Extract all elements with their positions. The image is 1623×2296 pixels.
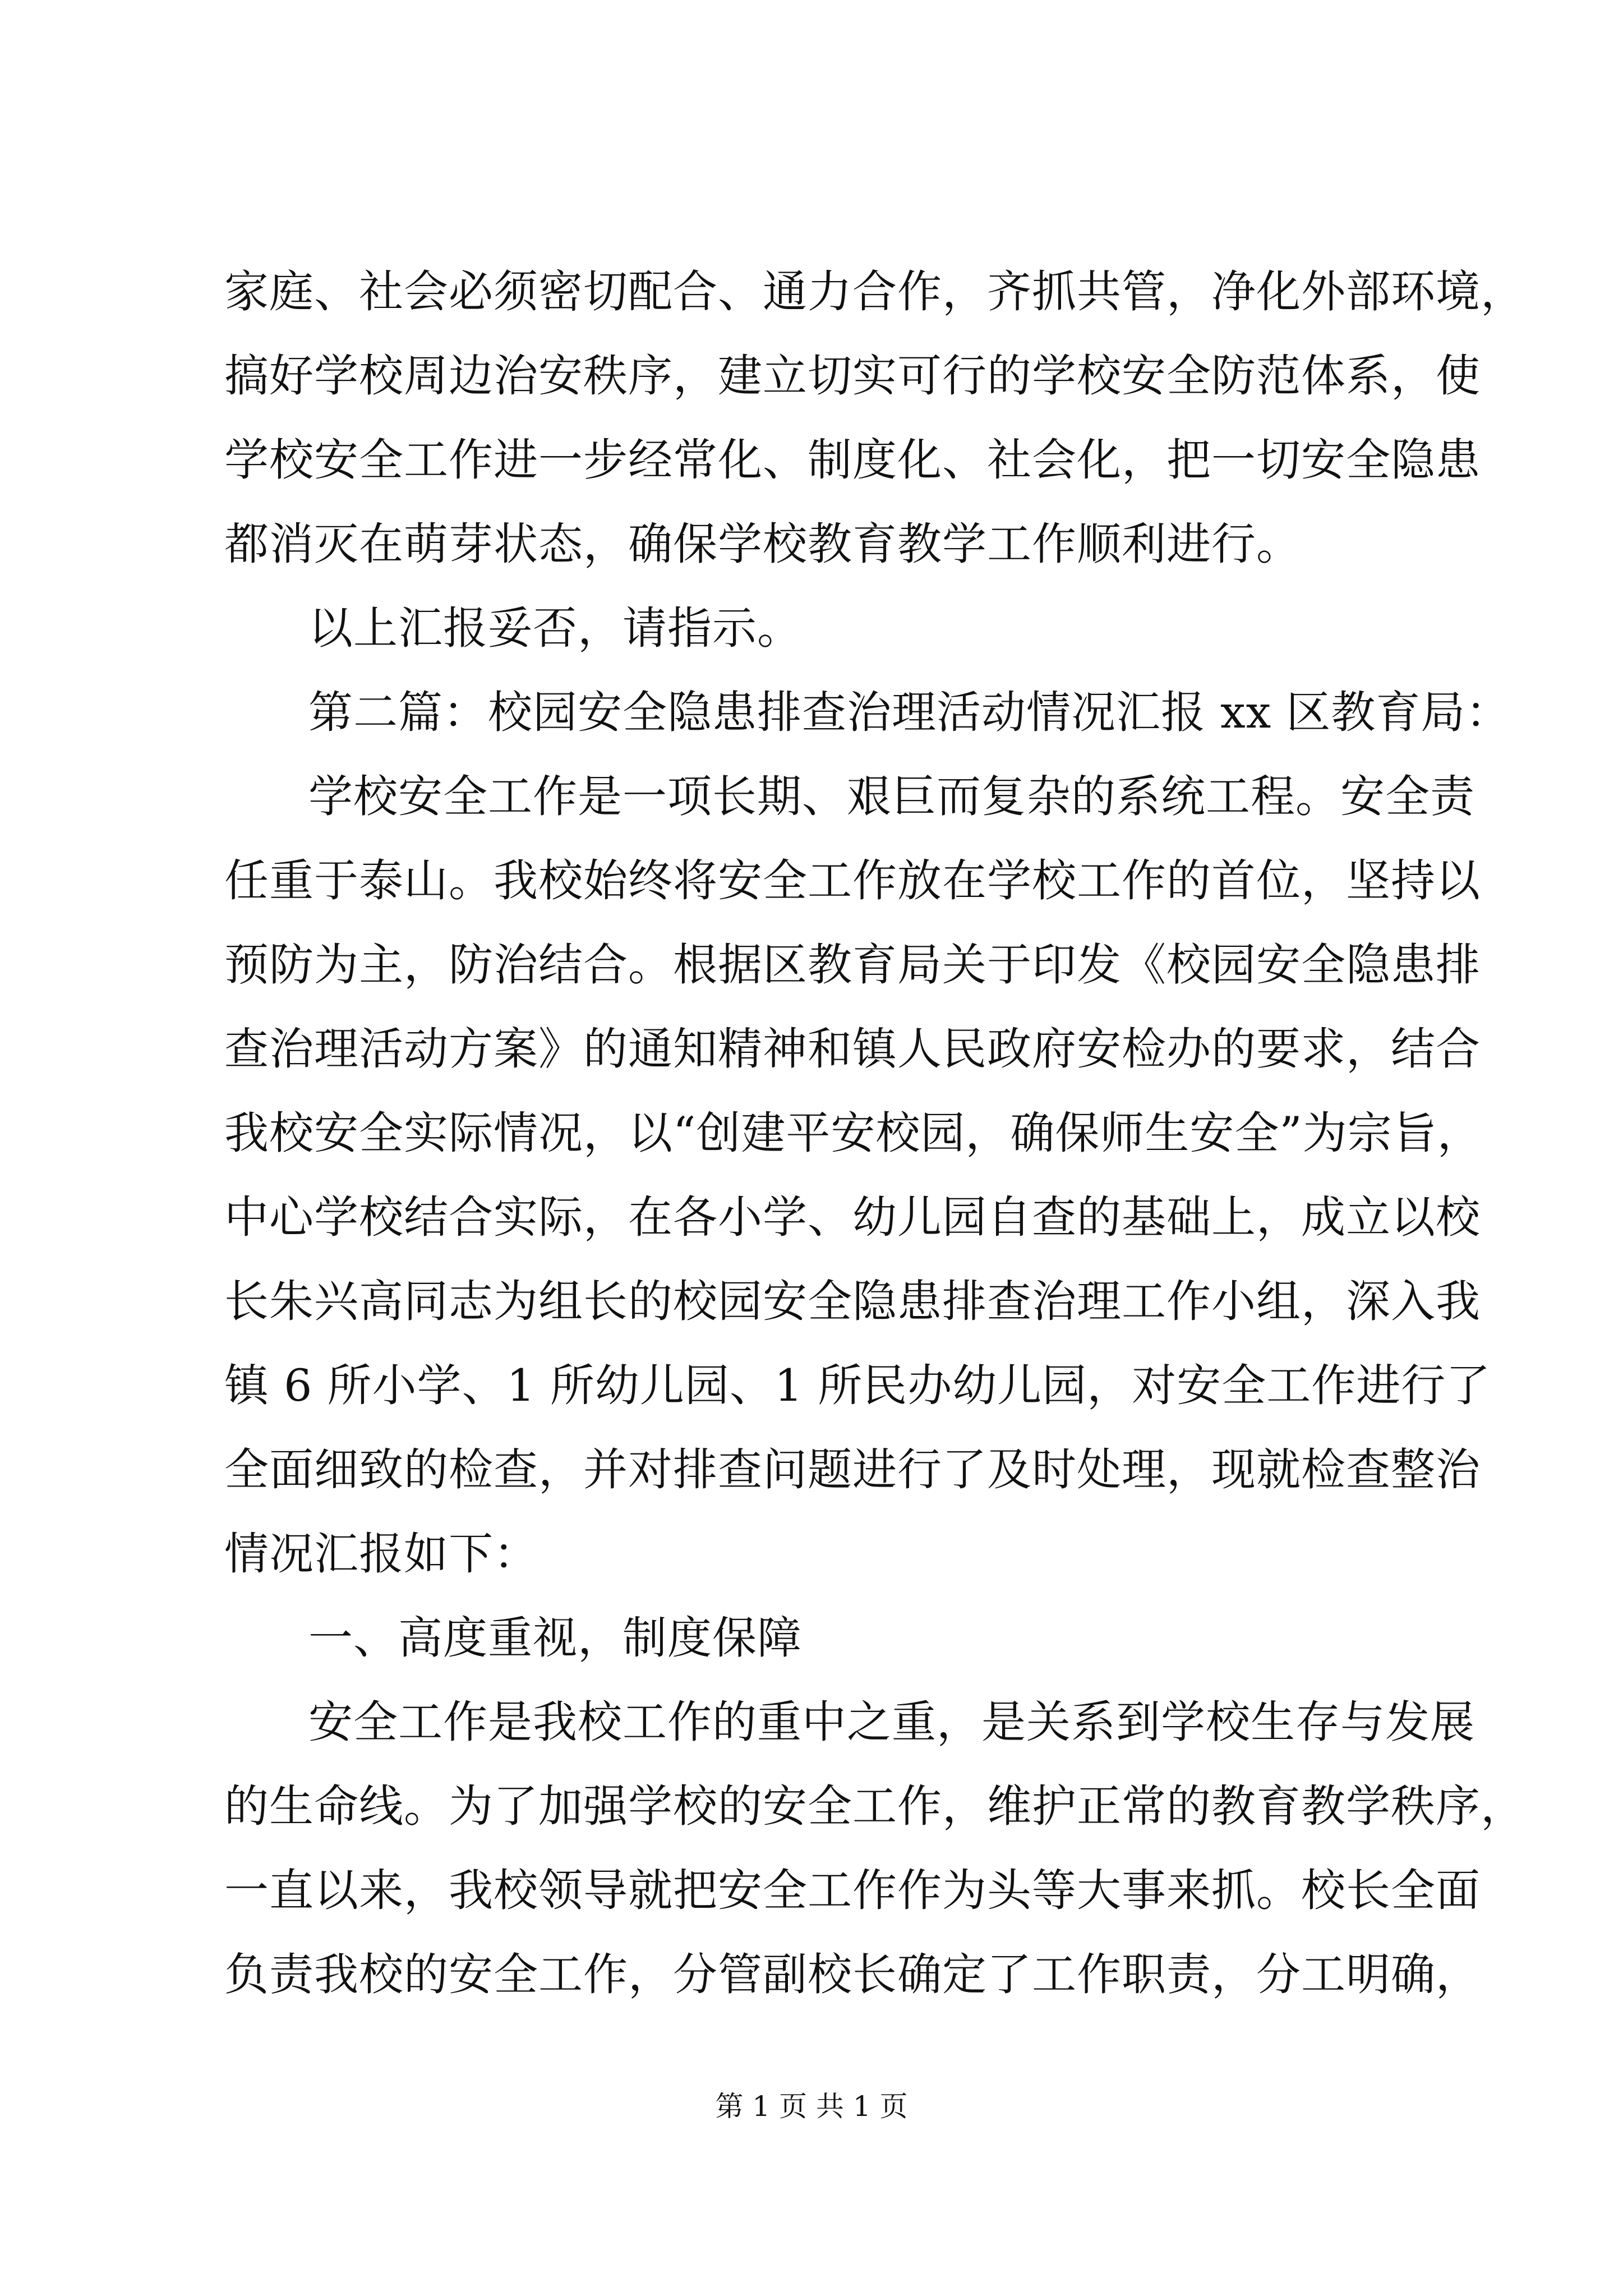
text-line: 负责我校的安全工作，分管副校长确定了工作职责，分工明确， [224, 1949, 1481, 2000]
page-number-footer: 第 1 页 共 1 页 [715, 2090, 908, 2123]
text-line: 的生命线。为了加强学校的安全工作，维护正常的教育教学秩序， [224, 1780, 1525, 1832]
text-line: 一直以来，我校领导就把安全工作作为头等大事来抓。校长全面 [224, 1865, 1481, 1916]
text-line: 查治理活动方案》的通知精神和镇人民政府安检办的要求，结合 [224, 1023, 1481, 1075]
section-heading: 第二篇：校园安全隐患排查治理活动情况汇报 xx 区教育局： [308, 687, 1511, 738]
text-line: 搞好学校周边治安秩序，建立切实可行的学校安全防范体系，使 [224, 350, 1481, 402]
text-line: 全面细致的检查，并对排查问题进行了及时处理，现就检查整治 [224, 1444, 1481, 1496]
text-line: 学校安全工作进一步经常化、制度化、社会化，把一切安全隐患 [224, 434, 1481, 486]
text-line: 中心学校结合实际，在各小学、幼儿园自查的基础上，成立以校 [224, 1191, 1481, 1243]
text-line: 任重于泰山。我校始终将安全工作放在学校工作的首位，坚持以 [224, 855, 1481, 907]
text-line: 预防为主，防治结合。根据区教育局关于印发《校园安全隐患排 [224, 939, 1481, 991]
text-line: 以上汇报妥否，请指示。 [308, 602, 802, 654]
text-line: 长朱兴高同志为组长的校园安全隐患排查治理工作小组，深入我 [224, 1276, 1481, 1327]
text-line: 学校安全工作是一项长期、艰巨而复杂的系统工程。安全责 [308, 771, 1475, 822]
text-line: 镇 6 所小学、1 所幼儿园、1 所民办幼儿园，对安全工作进行了 [224, 1360, 1491, 1411]
text-line: 都消灭在萌芽状态，确保学校教育教学工作顺利进行。 [224, 518, 1301, 570]
text-line: 我校安全实际情况，以“创建平安校园，确保师生安全”为宗旨， [224, 1107, 1482, 1159]
text-line: 安全工作是我校工作的重中之重，是关系到学校生存与发展 [308, 1696, 1475, 1748]
text-line: 情况汇报如下： [224, 1528, 538, 1580]
subsection-heading: 一、高度重视，制度保障 [308, 1612, 802, 1664]
text-line: 家庭、社会必须密切配合、通力合作，齐抓共管，净化外部环境， [224, 266, 1525, 318]
